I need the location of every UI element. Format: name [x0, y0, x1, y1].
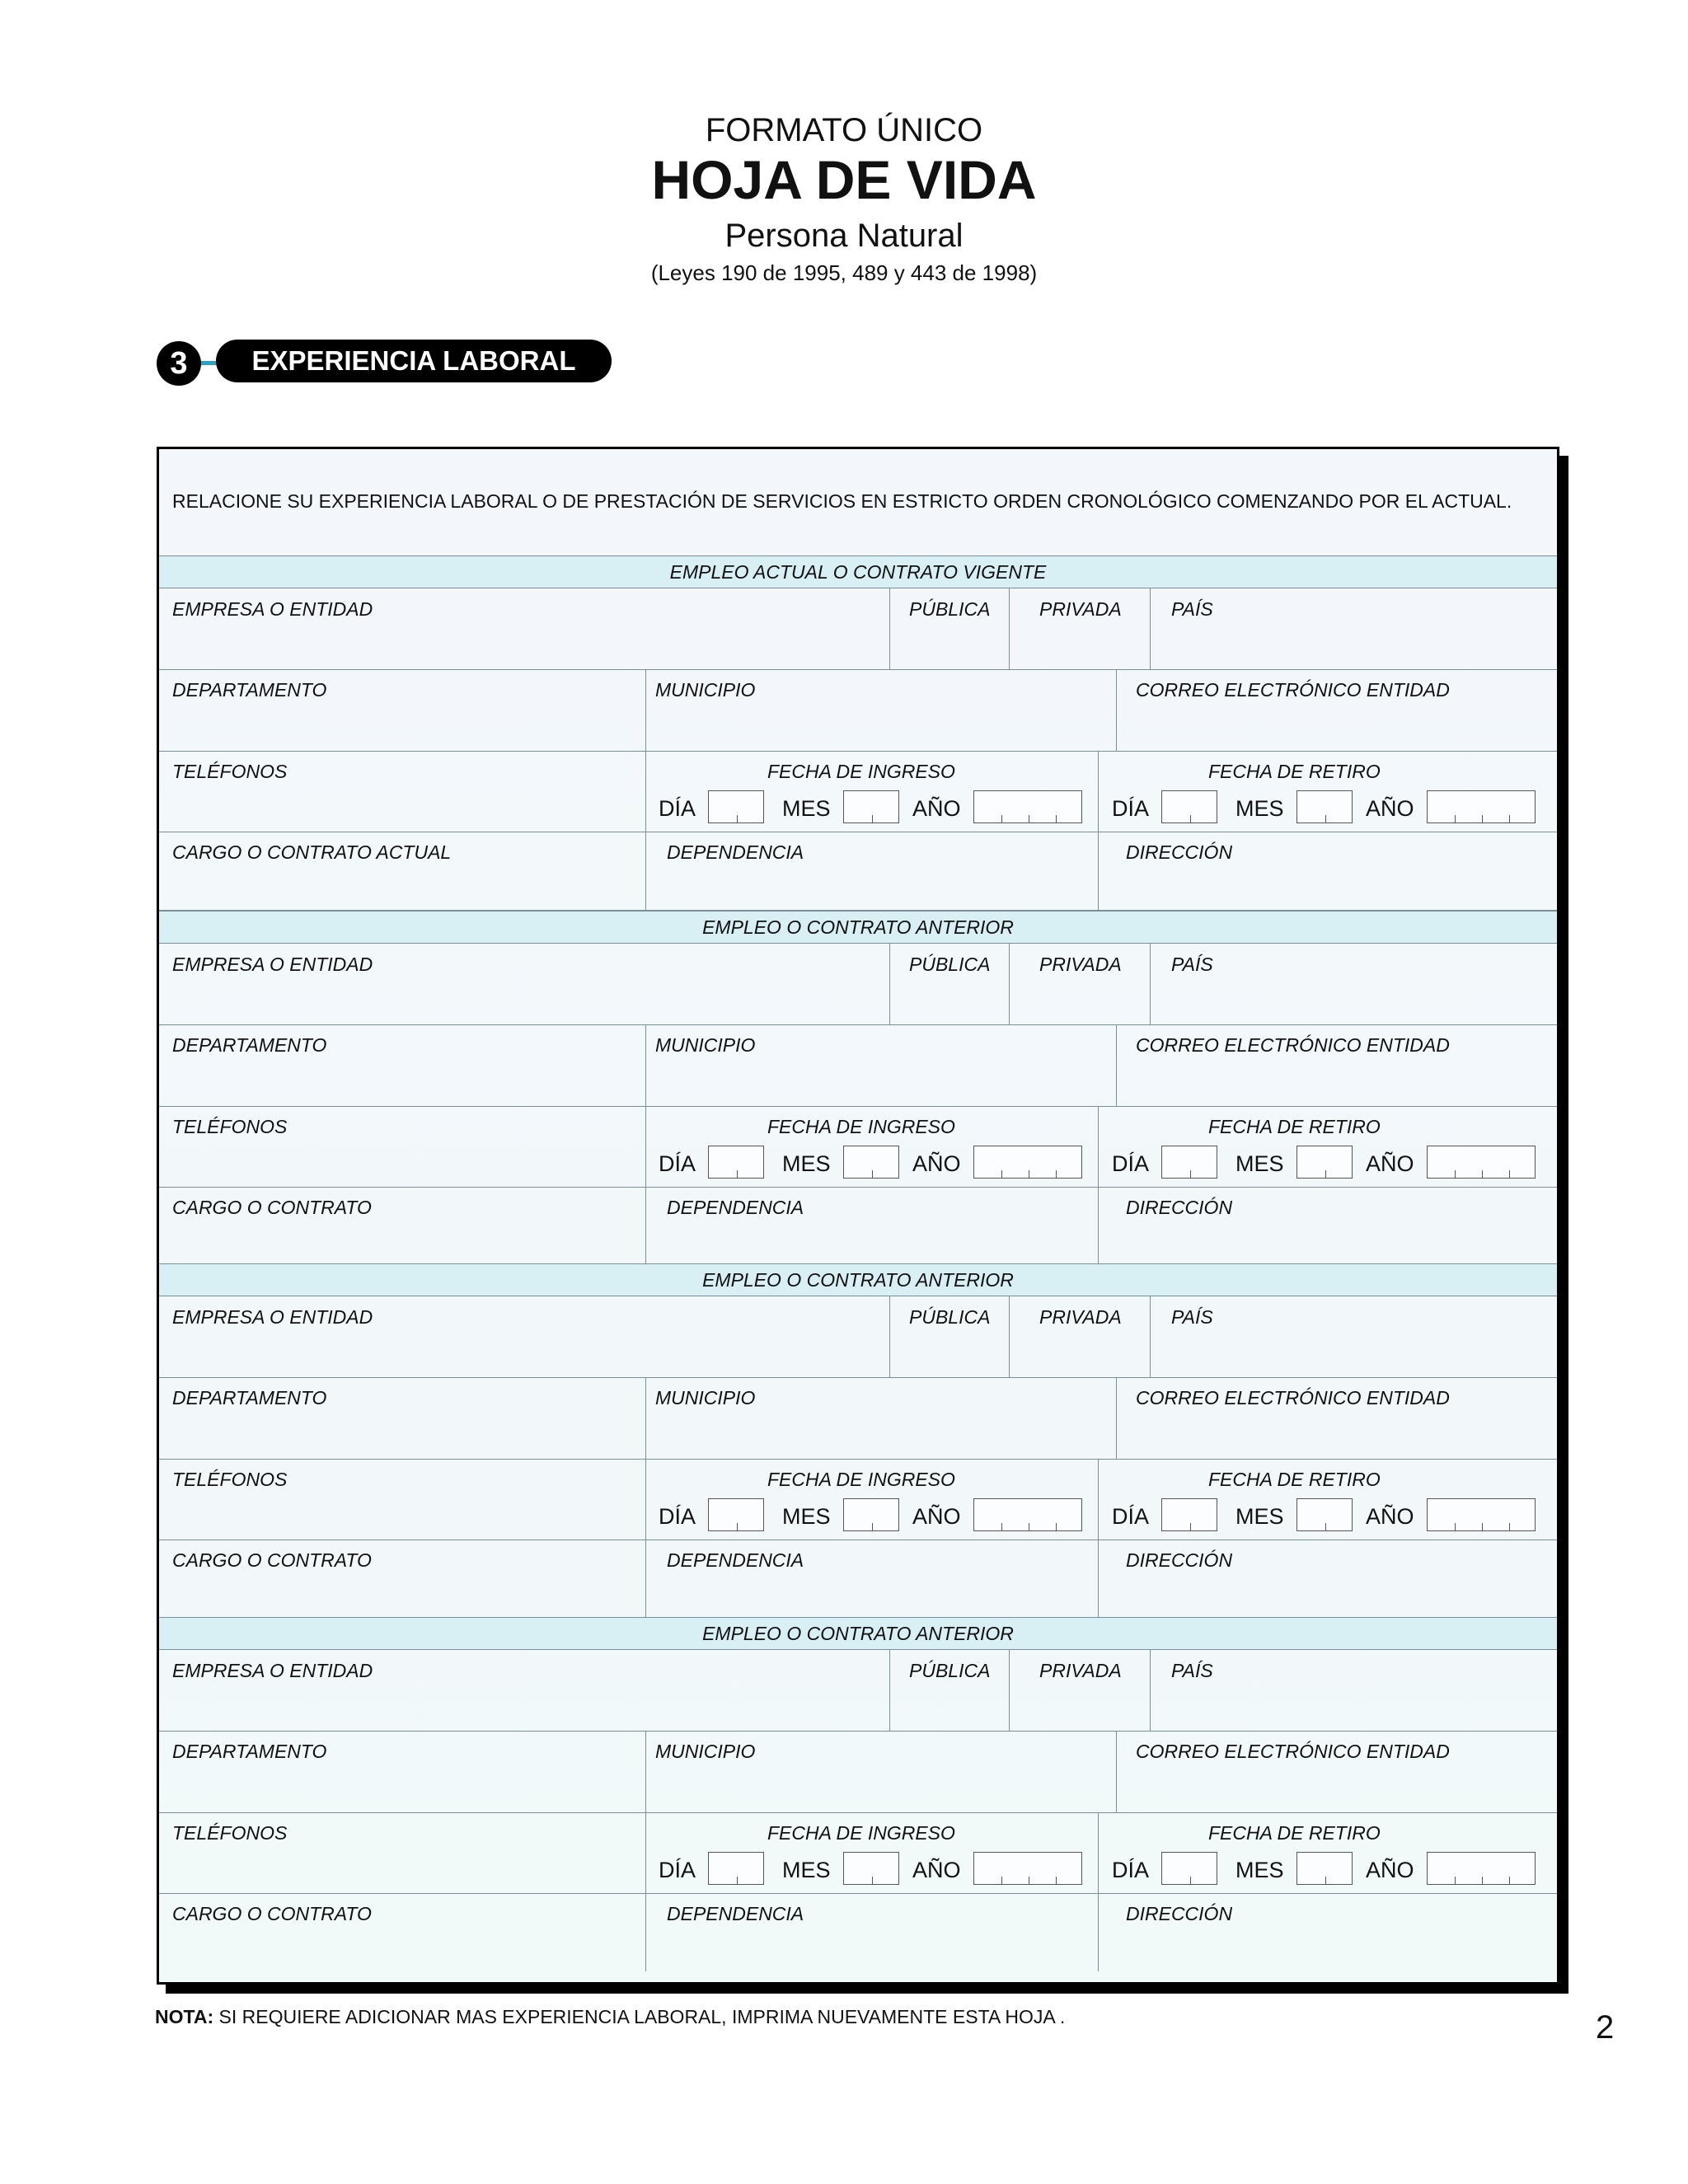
block-2-row-divider-2 [159, 1106, 1557, 1107]
block-1-ingreso-month-box[interactable] [843, 790, 899, 823]
block-2-row1-col-divider-2 [1009, 944, 1010, 1024]
block-3-fecha-ingreso-label: FECHA DE INGRESO [767, 1469, 955, 1490]
digit-separator [1190, 1877, 1191, 1884]
block-2-retiro-year-box[interactable] [1427, 1146, 1536, 1179]
block-1-fecha-retiro-label: FECHA DE RETIRO [1208, 761, 1381, 782]
digit-separator [1001, 1170, 1002, 1178]
block-2-fecha-retiro-label: FECHA DE RETIRO [1208, 1116, 1381, 1137]
block-2-row2-col-divider-1 [645, 1024, 646, 1106]
block-3-retiro-month-box[interactable] [1296, 1498, 1353, 1531]
block-2-retiro-day-label: DÍA [1112, 1151, 1150, 1176]
block-3-row2-col-divider-2 [1116, 1377, 1117, 1459]
block-3-ingreso-year-box[interactable] [973, 1498, 1082, 1531]
block-1-fecha-ingreso-label: FECHA DE INGRESO [767, 761, 955, 782]
block-2-retiro-month-box[interactable] [1296, 1146, 1353, 1179]
legal-reference: (Leyes 190 de 1995, 489 y 443 de 1998) [650, 260, 1038, 285]
block-2-ingreso-month-box[interactable] [843, 1146, 899, 1179]
digit-separator [1056, 1170, 1057, 1178]
block-4-direccion-label: DIRECCIÓN [1126, 1903, 1233, 1924]
digit-separator [1509, 1170, 1510, 1178]
block-3-retiro-year-label: AÑO [1366, 1504, 1414, 1529]
block-2-row2-col-divider-2 [1116, 1024, 1117, 1106]
digit-separator [1482, 1170, 1483, 1178]
block-1-publica-label: PÚBLICA [909, 598, 991, 620]
block-2-title: EMPLEO O CONTRATO ANTERIOR [159, 911, 1557, 944]
digit-separator [737, 1170, 738, 1178]
block-4-publica-label: PÚBLICA [909, 1660, 991, 1681]
block-4-pais-label: PAÍS [1171, 1660, 1213, 1681]
block-4-row1-col-divider-3 [1150, 1650, 1151, 1731]
block-3-row3-col-divider-2 [1098, 1459, 1099, 1618]
block-4-ingreso-month-box[interactable] [843, 1852, 899, 1885]
block-2-ingreso-day-box[interactable] [708, 1146, 764, 1179]
digit-separator [1482, 1877, 1483, 1884]
block-2-retiro-month-label: MES [1236, 1151, 1284, 1176]
block-4-dependencia-label: DEPENDENCIA [667, 1903, 804, 1924]
page-title: HOJA DE VIDA [651, 149, 1037, 210]
block-1-pais-label: PAÍS [1171, 598, 1213, 620]
block-3-empresa-label: EMPRESA O ENTIDAD [172, 1306, 373, 1328]
block-1-row1-col-divider-2 [1009, 588, 1010, 669]
block-3-retiro-year-box[interactable] [1427, 1498, 1536, 1531]
block-1-retiro-day-box[interactable] [1161, 790, 1217, 823]
block-1-row1-col-divider-3 [1150, 588, 1151, 669]
block-3-row1-col-divider-2 [1009, 1296, 1010, 1377]
block-3-row1-col-divider-3 [1150, 1296, 1151, 1377]
block-2-row1-col-divider-3 [1150, 944, 1151, 1024]
digit-separator [1190, 815, 1191, 823]
block-3-privada-label: PRIVADA [1039, 1306, 1122, 1328]
digit-separator [1190, 1170, 1191, 1178]
footer-note [155, 2006, 1065, 2028]
block-4-row1-col-divider-1 [889, 1650, 890, 1731]
block-4-telefonos-label: TELÉFONOS [172, 1822, 288, 1844]
block-1-cargo-label: CARGO O CONTRATO ACTUAL [172, 841, 452, 863]
block-2-retiro-day-box[interactable] [1161, 1146, 1217, 1179]
block-1-ingreso-day-box[interactable] [708, 790, 764, 823]
block-2-dependencia-label: DEPENDENCIA [667, 1197, 804, 1218]
block-1-row-divider-1 [159, 669, 1557, 670]
digit-separator [1455, 1877, 1456, 1884]
digit-separator [1509, 1877, 1510, 1884]
block-1-row3-col-divider-2 [1098, 751, 1099, 910]
block-1-retiro-year-label: AÑO [1366, 796, 1414, 821]
block-2-fecha-ingreso-label: FECHA DE INGRESO [767, 1116, 955, 1137]
block-4-retiro-year-label: AÑO [1366, 1858, 1414, 1882]
block-3-fecha-retiro-label: FECHA DE RETIRO [1208, 1469, 1381, 1490]
note-prefix: NOTA: [155, 2006, 214, 2027]
block-1-row3-col-divider-1 [645, 751, 646, 910]
block-4-row3-col-divider-1 [645, 1812, 646, 1971]
digit-separator [1509, 1523, 1510, 1530]
block-2-privada-label: PRIVADA [1039, 954, 1122, 975]
block-4-empresa-label: EMPRESA O ENTIDAD [172, 1660, 373, 1681]
block-2-row3-col-divider-2 [1098, 1106, 1099, 1265]
block-2-telefonos-label: TELÉFONOS [172, 1116, 288, 1137]
block-2-pais-label: PAÍS [1171, 954, 1213, 975]
block-1-row2-col-divider-1 [645, 669, 646, 751]
block-3-ingreso-day-box[interactable] [708, 1498, 764, 1531]
block-1-dependencia-label: DEPENDENCIA [667, 841, 804, 863]
digit-separator [1056, 815, 1057, 823]
digit-separator [1455, 1523, 1456, 1530]
block-4-row-divider-1 [159, 1731, 1557, 1732]
block-3-row3-col-divider-1 [645, 1459, 646, 1618]
digit-separator [1325, 1877, 1326, 1884]
digit-separator [1325, 815, 1326, 823]
digit-separator [1325, 1170, 1326, 1178]
digit-separator [1001, 1877, 1002, 1884]
digit-separator [1001, 1523, 1002, 1530]
block-4-ingreso-day-box[interactable] [708, 1852, 764, 1885]
digit-separator [872, 1877, 873, 1884]
block-2-row-divider-3 [159, 1187, 1557, 1188]
block-2-row3-col-divider-1 [645, 1106, 646, 1265]
block-2-publica-label: PÚBLICA [909, 954, 991, 975]
digit-separator [1482, 1523, 1483, 1530]
page-number: 2 [1596, 2009, 1615, 2046]
block-2-correo-label: CORREO ELECTRÓNICO ENTIDAD [1136, 1034, 1450, 1056]
digit-separator [872, 1170, 873, 1178]
digit-separator [737, 1523, 738, 1530]
block-4-row2-col-divider-1 [645, 1731, 646, 1812]
block-1-row2-col-divider-2 [1116, 669, 1117, 751]
note-text: SI REQUIERE ADICIONAR MAS EXPERIENCIA LABORAL, IMPRIMA NUEVAMENTE ESTA HOJA . [213, 2006, 1066, 2027]
block-3-dependencia-label: DEPENDENCIA [667, 1549, 804, 1571]
block-1-retiro-month-box[interactable] [1296, 790, 1353, 823]
block-1-ingreso-year-label: AÑO [912, 796, 961, 821]
block-3-retiro-day-label: DÍA [1112, 1504, 1150, 1529]
digit-separator [737, 1877, 738, 1884]
block-1-ingreso-day-label: DÍA [659, 796, 696, 821]
digit-separator [1056, 1877, 1057, 1884]
block-3-ingreso-month-box[interactable] [843, 1498, 899, 1531]
block-3-cargo-label: CARGO O CONTRATO [172, 1549, 372, 1571]
block-4-ingreso-day-label: DÍA [659, 1858, 696, 1882]
digit-separator [1056, 1523, 1057, 1530]
block-1-retiro-year-box[interactable] [1427, 790, 1536, 823]
block-2-ingreso-day-label: DÍA [659, 1151, 696, 1176]
block-1-retiro-month-label: MES [1236, 796, 1284, 821]
block-1-municipio-label: MUNICIPIO [655, 679, 756, 701]
block-2-empresa-label: EMPRESA O ENTIDAD [172, 954, 373, 975]
section-number: 3 [157, 341, 201, 386]
block-3-row1-col-divider-1 [889, 1296, 890, 1377]
block-3-retiro-month-label: MES [1236, 1504, 1284, 1529]
digit-separator [1455, 1170, 1456, 1178]
block-4-cargo-label: CARGO O CONTRATO [172, 1903, 372, 1924]
block-4-row1-col-divider-2 [1009, 1650, 1010, 1731]
block-4-correo-label: CORREO ELECTRÓNICO ENTIDAD [1136, 1741, 1450, 1762]
block-1-direccion-label: DIRECCIÓN [1126, 841, 1233, 863]
block-1-title: EMPLEO ACTUAL O CONTRATO VIGENTE [159, 555, 1557, 588]
block-3-publica-label: PÚBLICA [909, 1306, 991, 1328]
block-2-row1-col-divider-1 [889, 944, 890, 1024]
block-1-empresa-label: EMPRESA O ENTIDAD [172, 598, 373, 620]
block-3-ingreso-year-label: AÑO [912, 1504, 961, 1529]
block-4-fecha-retiro-label: FECHA DE RETIRO [1208, 1822, 1381, 1844]
block-1-ingreso-month-label: MES [782, 796, 831, 821]
digit-separator [1509, 815, 1510, 823]
block-3-municipio-label: MUNICIPIO [655, 1387, 756, 1408]
block-3-direccion-label: DIRECCIÓN [1126, 1549, 1233, 1571]
block-4-ingreso-year-label: AÑO [912, 1858, 961, 1882]
block-4-retiro-month-label: MES [1236, 1858, 1284, 1882]
block-4-row2-col-divider-2 [1116, 1731, 1117, 1812]
block-2-ingreso-year-label: AÑO [912, 1151, 961, 1176]
block-2-retiro-year-label: AÑO [1366, 1151, 1414, 1176]
block-4-retiro-year-box[interactable] [1427, 1852, 1536, 1885]
block-4-retiro-day-box[interactable] [1161, 1852, 1217, 1885]
block-1-privada-label: PRIVADA [1039, 598, 1122, 620]
block-4-privada-label: PRIVADA [1039, 1660, 1122, 1681]
block-2-municipio-label: MUNICIPIO [655, 1034, 756, 1056]
block-3-row2-col-divider-1 [645, 1377, 646, 1459]
digit-separator [1325, 1523, 1326, 1530]
block-3-ingreso-month-label: MES [782, 1504, 831, 1529]
block-4-retiro-month-box[interactable] [1296, 1852, 1353, 1885]
block-2-ingreso-month-label: MES [782, 1151, 831, 1176]
block-3-title: EMPLEO O CONTRATO ANTERIOR [159, 1263, 1557, 1296]
digit-separator [737, 815, 738, 823]
digit-separator [1482, 815, 1483, 823]
block-4-row-divider-2 [159, 1812, 1557, 1813]
block-4-retiro-day-label: DÍA [1112, 1858, 1150, 1882]
block-3-correo-label: CORREO ELECTRÓNICO ENTIDAD [1136, 1387, 1450, 1408]
block-1-row1-col-divider-1 [889, 588, 890, 669]
block-2-cargo-label: CARGO O CONTRATO [172, 1197, 372, 1218]
instructions: RELACIONE SU EXPERIENCIA LABORAL O DE PRESTACIÓN DE SERVICIOS EN ESTRICTO ORDEN CRONOLÓGICO COMENZANDO POR EL ACTUAL. [172, 490, 1512, 512]
experience-form [157, 447, 1559, 1985]
block-4-title: EMPLEO O CONTRATO ANTERIOR [159, 1617, 1557, 1650]
block-4-municipio-label: MUNICIPIO [655, 1741, 756, 1762]
block-4-row-divider-3 [159, 1893, 1557, 1894]
block-4-ingreso-year-box[interactable] [973, 1852, 1082, 1885]
block-4-ingreso-month-label: MES [782, 1858, 831, 1882]
digit-separator [872, 1523, 873, 1530]
block-3-ingreso-day-label: DÍA [659, 1504, 696, 1529]
block-3-row-divider-2 [159, 1459, 1557, 1460]
block-1-telefonos-label: TELÉFONOS [172, 761, 288, 782]
block-2-row-divider-1 [159, 1024, 1557, 1025]
block-1-row-divider-2 [159, 751, 1557, 752]
block-3-departamento-label: DEPARTAMENTO [172, 1387, 327, 1408]
digit-separator [1001, 815, 1002, 823]
block-2-departamento-label: DEPARTAMENTO [172, 1034, 327, 1056]
block-3-telefonos-label: TELÉFONOS [172, 1469, 288, 1490]
block-1-ingreso-year-box[interactable] [973, 790, 1082, 823]
block-3-pais-label: PAÍS [1171, 1306, 1213, 1328]
block-4-fecha-ingreso-label: FECHA DE INGRESO [767, 1822, 955, 1844]
block-2-direccion-label: DIRECCIÓN [1126, 1197, 1233, 1218]
block-1-retiro-day-label: DÍA [1112, 796, 1150, 821]
block-2-ingreso-year-box[interactable] [973, 1146, 1082, 1179]
section-title: EXPERIENCIA LABORAL [216, 340, 612, 382]
digit-separator [872, 815, 873, 823]
block-4-departamento-label: DEPARTAMENTO [172, 1741, 327, 1762]
block-3-row-divider-1 [159, 1377, 1557, 1378]
block-1-correo-label: CORREO ELECTRÓNICO ENTIDAD [1136, 679, 1450, 701]
digit-separator [1455, 815, 1456, 823]
digit-separator [1190, 1523, 1191, 1530]
block-1-departamento-label: DEPARTAMENTO [172, 679, 327, 701]
form-type: FORMATO ÚNICO [705, 112, 983, 148]
block-3-retiro-day-box[interactable] [1161, 1498, 1217, 1531]
page-subtitle: Persona Natural [724, 218, 964, 254]
block-4-row3-col-divider-2 [1098, 1812, 1099, 1971]
